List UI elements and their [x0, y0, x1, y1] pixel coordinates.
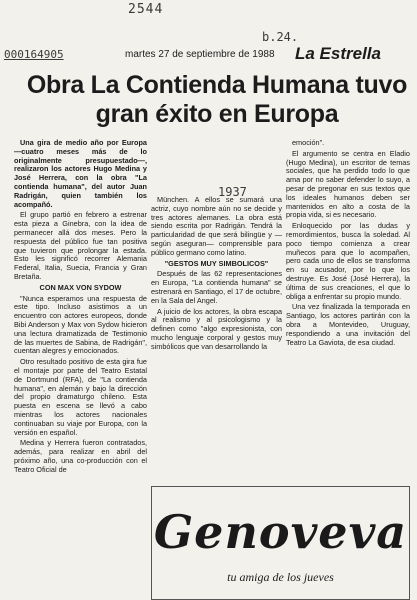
subheading: CON MAX VON SYDOW	[39, 282, 122, 292]
paragraph: Una vez finalizada la temporada en Santiago, los actores partirán con la obra a Montevideo, Uruguay, respondiendo a una invitación del Teatro La Gaviota, de esa ciudad.	[286, 302, 410, 347]
article-lead: Una gira de medio año por Europa —cuatro meses más de lo originalmente presupuestado—, realizaron los actores Hugo Medina y José Herrera, con la obra "La contienda humana", del autor Juan Radrigán, quien también los acompañó.	[14, 138, 147, 209]
handwritten-note-middle: 1937	[218, 185, 247, 199]
dateline: martes 27 de septiembre de 1988	[125, 49, 275, 60]
ad-logo: Genoveva	[153, 505, 408, 559]
handwritten-catalog-number: 000164905	[4, 48, 64, 61]
handwritten-number-top: 2544	[128, 2, 164, 17]
subheading: "GESTOS MUY SIMBOLICOS"	[164, 258, 269, 268]
paragraph: A juicio de los actores, la obra escapa al realismo y al psicologismo y la definen como "algo expresionista, con mucho lenguaje corporal y gestos muy simbólicos que van desarrollando la	[151, 306, 282, 351]
paragraph: El grupo partió en febrero a estrenar esta pieza a Ginebra, con la idea de permanecer allá dos meses. Pero la respuesta del público fue tan positiva que tuvieron que prolongar la estada. Esto les significó recorrer Alemania Federal, Italia, Suecia, Francia y Gran Bretaña.	[14, 210, 147, 281]
article-column-3	[286, 139, 410, 349]
paragraph: El argumento se centra en Eladio (Hugo Medina), un escritor de temas sociales, que ha perdido todo lo que ama por no saber defender lo suyo, a pesar de pregonar en sus textos que los ideales humanos deben ser mantenidos en alto a costa de la propia vida, si es necesario.	[286, 148, 410, 220]
ad-tagline: tu amiga de los jueves	[227, 570, 334, 584]
paragraph: emoción".	[292, 138, 325, 147]
article-column-2	[151, 196, 282, 354]
newspaper-name: La Estrella	[295, 44, 381, 63]
paragraph: Después de las 62 representaciones en Europa, "La contienda humana" se estrenará en Santiago, el 17 de octubre, en la Sala del Angel.	[151, 269, 282, 305]
handwritten-note-right: b.24.	[262, 30, 299, 44]
article-column-1	[14, 139, 147, 476]
paragraph: München. A ellos se sumará una actriz, cuyo nombre aún no se decide y tres actores alemanes. La obra está siendo escrita por Radrigán. Tendrá la particularidad de que será bilingüe y —según aseguran— comprensible para público germano como latino.	[151, 195, 282, 257]
paragraph: "Nunca esperamos una respuesta de este tipo. Incluso asistimos a un encuentro con actores europeos, donde Bibi Anderson y Max von Sydow hicieron una lectura dramatizada de Testimonio de las muertes de Sabina, de Radrigán", cuentan alegres y emocionados.	[14, 293, 147, 356]
paragraph: Medina y Herrera fueron contratados, además, para realizar en abril del próximo año, una co-producción con el Teatro Oficial de	[14, 438, 147, 474]
paragraph: Otro resultado positivo de esta gira fue el montaje por parte del Teatro Estatal de Dortmund (RFA), de "La contienda humana", en alemán y bajo la dirección del propio dramaturgo chileno. Esta puesta en escena se llevó a cabo mientras los actores nacionales continuaban su viaje por Europa, con la versión en español.	[14, 357, 147, 437]
headline: Obra La Contienda Humana tuvo gran éxito en Europa	[26, 71, 408, 128]
paragraph: Enloquecido por las dudas y remordimientos, busca la soledad. Al poco tiempo comienza a crear muñecos para que lo acompañen, pero cada uno de ellos se transforma en su acusador, por lo que los destruye. Es José (José Herrera), la última de sus creaciones, el que lo obliga a enfrentar su propio mundo.	[286, 221, 410, 301]
advertisement-box	[151, 486, 410, 600]
